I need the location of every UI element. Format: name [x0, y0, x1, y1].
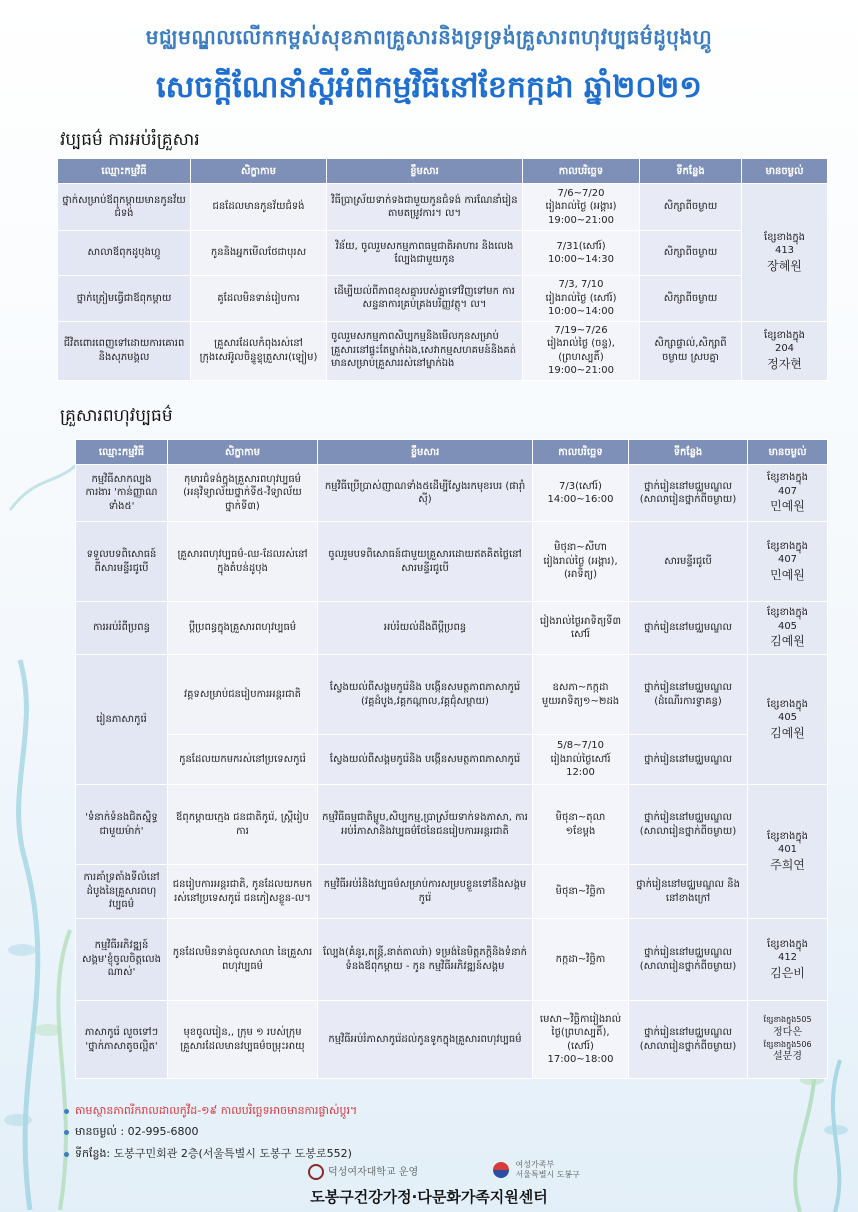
- column-header: ខ្លឹមសារ: [318, 440, 533, 465]
- contact: [748, 785, 828, 919]
- participants: ជនរៀបការអន្តរជាតិ, កូនដែលយកមករស់នៅប្រទេសកូរ៉េ ជនភៀសខ្លួន-ល។: [168, 865, 318, 919]
- place: ថ្នាក់រៀននៅមជ្ឈមណ្ឌល (ដំណើរការទ្វាគន្ធ): [629, 655, 748, 735]
- contact-ext: 405: [777, 712, 798, 724]
- footer-note-text: តាមស្ថានភាពរីករាលដាលកូវីដ-១៩ កាលបរិច្ឆេទអាចមានការផ្លាស់ប្តូរ។: [75, 1104, 358, 1117]
- participants: គ្រួសារពហុវប្បធម៌-ឈ-ដែលរស់នៅក្នុងតំបន់ដូបុង: [168, 522, 318, 602]
- program-name: ការគាំទ្រតាំងទីលំនៅដំបូងនៃគ្រួសារពហុវប្បធម៌: [76, 865, 168, 919]
- contact-name: 정다은: [773, 1027, 802, 1038]
- place: សិក្សាពីចម្ងាយ: [640, 231, 742, 276]
- contact: [742, 184, 828, 322]
- table-row: [58, 231, 828, 276]
- column-header: មានចម្ងល់: [742, 159, 828, 184]
- ministry-logo-text-1: 여성가족부: [515, 1160, 555, 1169]
- contact-label: ខ្សែខាងក្នុង: [763, 231, 806, 243]
- program-name: ថ្នាក់សម្រាប់ឪពុកម្តាយមានកូនវ័យជំទង់: [58, 184, 191, 231]
- column-header: ឈ្មោះកម្មវិធី: [76, 440, 168, 465]
- table-row: [58, 321, 828, 380]
- table-row: [76, 785, 828, 865]
- contact-label: ខ្សែខាងក្នុង: [766, 698, 809, 710]
- participants: ជនដែលមានកូនវ័យជំទង់: [191, 184, 327, 231]
- program-name: ការអប់រំពីប្រពន្ធ: [76, 602, 168, 655]
- footer-address: [64, 1145, 352, 1163]
- contact-label: ខ្សែខាងក្នុង: [763, 329, 806, 341]
- participants: គ្រួសារដែលកំពុងរស់នៅក្រុងសេអ៊ូលចិន្ទូខ្ទុត្រួសារ(ឡៀម): [191, 321, 327, 380]
- content: ដើម្បីយល់ពីភាពខុសគ្នារបស់គ្នាទៅវិញទៅមក ការសន្ទនាការគ្រប់គ្រងបរិញ្ញវត្ថុ។ ល។: [327, 276, 523, 322]
- footer-phone-text: មានចម្ងល់ : 02-995-6800: [75, 1125, 199, 1138]
- section1-title: វប្បធម៌ ការអប់រំគ្រួសារ: [60, 130, 200, 150]
- page-title: សេចក្តីណែនាំស្តីអំពីកម្មវិធីនៅខែកក្កដា ឆ្នាំ២០២១: [156, 70, 702, 105]
- contact-ext: 405: [777, 620, 798, 632]
- bullet-icon: [64, 1130, 69, 1135]
- column-header: ទីកន្លែង: [640, 159, 742, 184]
- table-row: [76, 919, 828, 1001]
- program-name: កម្មវិធីអភិវឌ្ឍន៍សង្គម'ខ្ញុំចូលចិត្តលេងណាស់': [76, 919, 168, 1001]
- content: កម្មវិធីអប់រំនិងវប្បធម៌សម្រាប់ការសម្របខ្លួនទៅនឹងសង្គមកូរ៉េ: [318, 865, 533, 919]
- column-header: សិក្ខាកាម: [168, 440, 318, 465]
- place: ថ្នាក់រៀននៅមជ្ឈមណ្ឌល: [629, 602, 748, 655]
- table-row: [76, 522, 828, 602]
- place: ថ្នាក់រៀននៅមជ្ឈមណ្ឌល (សាលារៀនថ្នាក់ពីចម្ងាយ): [629, 785, 748, 865]
- table-header-row: [58, 159, 828, 184]
- program-name: ភាសាកូរ៉េ លួចទៅៗ 'ថ្នាក់ភាសាតូចល្អិត': [76, 1001, 168, 1079]
- contact-label: ខ្សែខាងក្នុង505: [763, 1015, 812, 1025]
- contact-ext: 407: [777, 554, 798, 566]
- table-row: [58, 184, 828, 231]
- date: 7/6~7/20 រៀងរាល់ថ្ងៃ (អង្គារ) 19:00~21:00: [523, 184, 640, 231]
- content: អប់រំយល់ដឹងពីប្តីប្រពន្ធ: [318, 602, 533, 655]
- participants: វគ្គទសម្រាប់ជនរៀបការអន្តរជាតិ: [168, 655, 318, 735]
- participants: កុមារជំទង់ក្នុងគ្រួសារពហុវប្បធម៌ (អនុវិទ្យាល័យថ្នាក់ទី៥-វិទ្យាល័យថ្នាក់ទី៣): [168, 465, 318, 522]
- table-row: [76, 655, 828, 735]
- column-header: កាលបរិច្ឆេទ: [523, 159, 640, 184]
- content: ល្បែង(គំនូរ,តន្ត្រី,នាត់តាលរ៉ា) ទម្រង់នៃមិត្តភក្តិនិងទំនាក់ទំនងឪពុកម្តាយ - កូន កម្មវិធីអភិវឌ្ឍន៍សង្គម: [318, 919, 533, 1001]
- table-row: [58, 276, 828, 322]
- contact-ext: 407: [777, 485, 798, 497]
- column-header: ទីកន្លែង: [629, 440, 748, 465]
- table-row: [76, 735, 828, 785]
- place: សិក្សាផ្ទាល់,សិក្សាពីចម្ងាយ ស្របគ្នា: [640, 321, 742, 380]
- contact-name: 김은비: [770, 965, 805, 980]
- date: មិថុនា~វិច្ឆិកា: [533, 865, 629, 919]
- footer-address-text: ទីកន្លែង: 도봉구민회관 2층(서울특별시 도봉구 도봉로552): [75, 1147, 352, 1160]
- date: មិថុនា~សីហា រៀងរាល់ថ្ងៃ (អង្គារ), (អាទិត្យ): [533, 522, 629, 602]
- date: 5/8~7/10 រៀងរាល់ថ្ងៃសៅរ៍ 12:00: [533, 735, 629, 785]
- contact-name: 김예원: [770, 634, 805, 649]
- participants: មុខចូលរៀន,, ក្រុម ១ របស់ក្រុម គ្រួសារដែលមានវប្បធម៌ចម្រុះអាយុ: [168, 1001, 318, 1079]
- column-header: ឈ្មោះកម្មវិធី: [58, 159, 191, 184]
- contact-ext: 401: [777, 844, 798, 856]
- content: វិធីប្រាស្រ័យទាក់ទងជាមួយកូនជំទង់ ការណែនាំរៀនតាមតម្រូវការ។ ល។: [327, 184, 523, 231]
- program-name: ជីវិតពោរពេញទៅដោយការគោរពនិងសុភមង្គល: [58, 321, 191, 380]
- column-header: មានចម្ងល់: [748, 440, 828, 465]
- contact-label: ខ្សែខាងក្នុង: [766, 540, 809, 552]
- organization-name: មជ្ឈមណ្ឌលលើកកម្ពស់សុខភាពគ្រួសារនិងទ្រទ្រង់គ្រួសារពហុវប្បធម៌ដូបុងហ្គូ: [145, 25, 713, 49]
- program-name: ថ្នាក់ត្រៀមធ្វើជាឪពុកម្តាយ: [58, 276, 191, 322]
- footer-phone: [64, 1125, 199, 1141]
- ministry-emblem-icon: [493, 1162, 509, 1178]
- center-name: 도봉구건강가정·다문화가족지원센터: [310, 1188, 548, 1206]
- contact: [748, 602, 828, 655]
- participants: គូដែលមិនទាន់រៀបការ: [191, 276, 327, 322]
- content: ស្វែងយល់ពីសង្គមកូរ៉េនិង បង្កើនសមត្ថភាពភាសាកូរ៉េ: [318, 735, 533, 785]
- date: មេសា~វិច្ឆិការៀងរាល់ថ្ងៃ(ព្រហស្បតិ៍), (សៅរ៍) 17:00~18:00: [533, 1001, 629, 1079]
- ministry-logo-text-2: 서울특별시 도봉구: [515, 1169, 580, 1179]
- date: 7/3, 7/10 រៀងរាល់ថ្ងៃ (សៅរ៍) 10:00~14:00: [523, 276, 640, 322]
- contact: [748, 655, 828, 785]
- content: កម្មវិធីអប់រំភាសាកូរ៉េដល់កូនទូកក្នុងគ្រួសារពហុវប្បធម៌: [318, 1001, 533, 1079]
- date: 7/3(សៅរ៍) 14:00~16:00: [533, 465, 629, 522]
- contact-name: 정자현: [767, 356, 802, 371]
- place: សិក្សាពីចម្ងាយ: [640, 184, 742, 231]
- program-name: ទទួលបទពិសោធន៍ពីសារមន្ទីរជូបើ: [76, 522, 168, 602]
- header: [0, 18, 858, 112]
- contact-label: ខ្សែខាងក្នុង: [766, 938, 809, 950]
- university-logo: [308, 1163, 418, 1180]
- bullet-icon: [64, 1152, 69, 1157]
- place: សារមន្ទីរជូបើ: [629, 522, 748, 602]
- contact: [748, 1001, 828, 1079]
- participants: ឪពុកម្តាយក្មេង ជនជាតិកូរ៉េ, ស្ត្រីរៀបការ: [168, 785, 318, 865]
- program-name: រៀនភាសាកូរ៉េ: [76, 655, 168, 785]
- participants: កូននិងអ្នកមើលថែជាបុរស: [191, 231, 327, 276]
- content: ស្វែងយល់ពីសង្គមកូរ៉េនិង បង្កើនសមត្ថភាពភាសាកូរ៉េ (វគ្គដំបូង,វគ្គកណ្តាល,វគ្គជុំសម្ពាយ): [318, 655, 533, 735]
- content: វិន័យ, ចូលរួមសកម្មភាពធម្មជាតិអាហារ និងលេងល្បែងជាមួយកូន: [327, 231, 523, 276]
- contact-name: 민예원: [770, 567, 805, 582]
- table-row: [76, 865, 828, 919]
- contact-label: ខ្សែខាងក្នុង: [766, 830, 809, 842]
- section2-title: គ្រួសារពហុវប្បធម៌: [60, 406, 173, 426]
- table-row: [76, 1001, 828, 1079]
- contact-name: 장혜원: [767, 258, 802, 273]
- date: ឧសភា~កក្កដា មួយអាទិត្យ១~២ដង: [533, 655, 629, 735]
- ministry-logo: [493, 1160, 580, 1179]
- contact-label: ខ្សែខាងក្នុង: [766, 607, 809, 619]
- contact-label: ខ្សែខាងក្នុង: [766, 472, 809, 484]
- section1-table: [57, 158, 828, 381]
- contact: [748, 522, 828, 602]
- program-name: 'ទំនាក់ទំនងជិតស្និទ្ធជាមួយម៉ាក់': [76, 785, 168, 865]
- contact-name: 설문경: [773, 1051, 802, 1063]
- content: កម្មវិធីប្រើប្រាស់ញាណទាំង៥ដើម្បីស្វែងរកមុខរបរ (ផារ៉ាំស៊ី): [318, 465, 533, 522]
- program-name: សាលាឪពុកដូបុងហ្គូ: [58, 231, 191, 276]
- section2-table: [75, 439, 828, 1079]
- column-header: ខ្លឹមសារ: [327, 159, 523, 184]
- date: កក្កដា~វិច្ឆិកា: [533, 919, 629, 1001]
- bullet-icon: [64, 1109, 69, 1114]
- contact-name: 민예원: [770, 499, 805, 514]
- contact: [742, 321, 828, 380]
- contact-name: 김예원: [770, 725, 805, 740]
- place: ថ្នាក់រៀននៅមជ្ឈមណ្ឌល (សាលារៀនថ្នាក់ពីចម្ងាយ): [629, 465, 748, 522]
- table-header-row: [76, 440, 828, 465]
- place: ថ្នាក់រៀននៅមជ្ឈមណ្ឌល (សាលារៀនថ្នាក់ពីចម្ងាយ): [629, 1001, 748, 1079]
- date: រៀងរាល់ថ្ងៃអាទិត្យទី៣ សៅរ៍: [533, 602, 629, 655]
- program-name: កម្មវិធីសាកល្បងការងារ 'កាន់ញ្ញាណទាំង៥': [76, 465, 168, 522]
- column-header: កាលបរិច្ឆេទ: [533, 440, 629, 465]
- contact-label: ខ្សែខាងក្នុង506: [763, 1039, 812, 1049]
- participants: កូនដែលមិនទាន់ចូលសាលា នៃគ្រួសារពហុវប្បធម៌: [168, 919, 318, 1001]
- table-row: [76, 465, 828, 522]
- contact-name: 주희연: [770, 857, 805, 872]
- participants: ប្តីប្រពន្ធក្នុងគ្រួសារពហុវប្បធម៌: [168, 602, 318, 655]
- date: 7/31(សៅរ៍) 10:00~14:30: [523, 231, 640, 276]
- column-header: សិក្ខាកាម: [191, 159, 327, 184]
- content: ចូលរួមសកម្មភាពសិប្បកម្មនិងមើលកុនសម្រាប់គ្រួសារនៅផ្ទះតែម្នាក់ឯង,សេវាកម្មសហគមន៍និងគត់មានសម្រាប់គ្រួសាររស់នៅម្នាក់ឯង: [327, 321, 523, 380]
- date: 7/19~7/26 រៀងរាល់ថ្ងៃ (ចន្ទ), (ព្រហស្បតិ៍) 19:00~21:00: [523, 321, 640, 380]
- contact-ext: 413: [774, 245, 795, 257]
- place: ថ្នាក់រៀននៅមជ្ឈមណ្ឌល: [629, 735, 748, 785]
- place: ថ្នាក់រៀននៅមជ្ឈមណ្ឌល និងនៅខាងក្រៅ: [629, 865, 748, 919]
- footer-note: [64, 1104, 357, 1120]
- date: មិថុនា~តុលា ១ខែម្តង: [533, 785, 629, 865]
- contact-ext: 412: [777, 952, 798, 964]
- university-seal-icon: [308, 1164, 324, 1180]
- table-row: [76, 602, 828, 655]
- place: ថ្នាក់រៀននៅមជ្ឈមណ្ឌល (សាលារៀនថ្នាក់ពីចម្ងាយ): [629, 919, 748, 1001]
- content: ចូលរួមបទពិសោធន៍ជាមួយគ្រួសារដោយឥតគិតថ្លៃនៅសារមន្ទីរជូបើ: [318, 522, 533, 602]
- university-logo-text: 덕성여자대학교 운영: [328, 1167, 419, 1178]
- contact: [748, 919, 828, 1001]
- place: សិក្សាពីចម្ងាយ: [640, 276, 742, 322]
- contact-ext: 204: [774, 343, 795, 355]
- content: កម្មវិធីធម្មជាតិម្ហូប,សិប្បកម្ម,ប្រាស្រ័យទាក់ទងភាសា, ការអប់រំភាសានិងវប្បធម៌ថែនៃជនរៀបការអន្តរជាតិ: [318, 785, 533, 865]
- participants: កូនដែលយកមករស់នៅប្រទេសកូរ៉េ: [168, 735, 318, 785]
- contact: [748, 465, 828, 522]
